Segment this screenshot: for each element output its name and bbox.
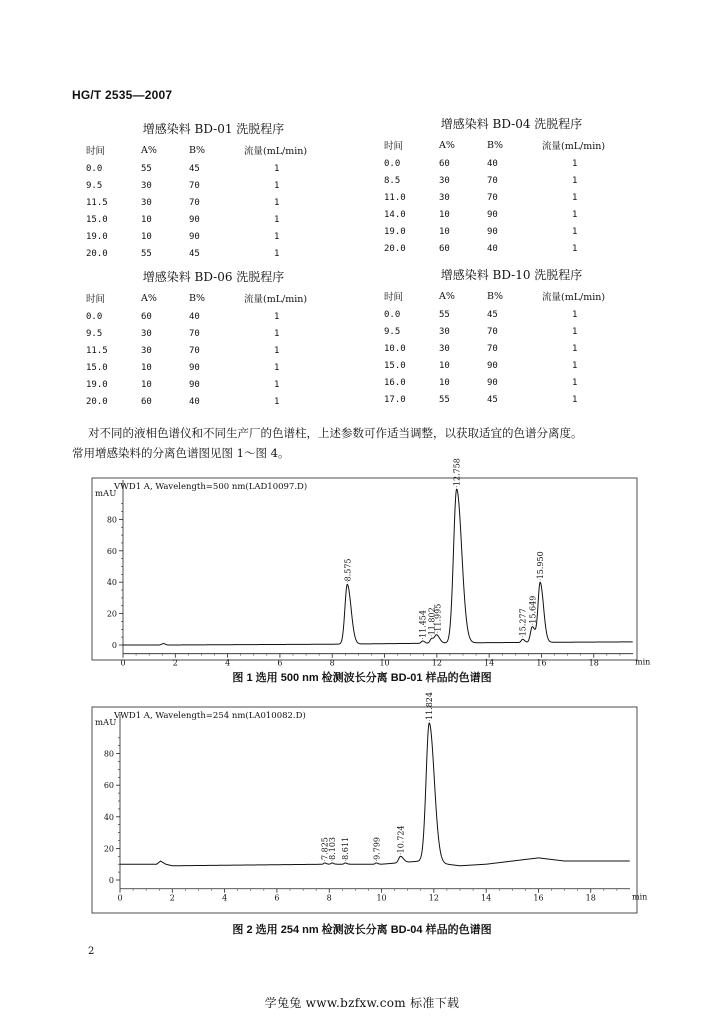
table-row: 19.0 10 90 1 <box>86 379 280 390</box>
table-row: 10.0 30 70 1 <box>384 343 578 354</box>
paragraph-line: 对不同的液相色谱仪和不同生产厂的色谱柱，上述参数可作适当调整，以获取适宜的色谱分离度。 <box>88 426 583 440</box>
x-tick-label: 4 <box>225 658 231 668</box>
chart-frame <box>92 707 637 913</box>
x-tick-label: 2 <box>172 658 178 668</box>
page-number: 2 <box>88 946 95 957</box>
y-tick-label: 0 <box>108 876 114 885</box>
x-tick-label: 2 <box>169 893 175 903</box>
table-row: 8.5 30 70 1 <box>384 175 578 186</box>
peak-label: 12.758 <box>452 458 462 487</box>
peak-label: 8.611 <box>341 836 351 860</box>
x-tick-label: 8 <box>326 893 332 903</box>
peak-label: 11.454 <box>418 610 428 638</box>
table-row: 19.0 10 90 1 <box>384 226 578 237</box>
col-header: 时间 <box>86 294 106 305</box>
x-tick-label: 14 <box>484 658 495 668</box>
col-header: B% <box>487 290 504 302</box>
x-tick-label: 12 <box>428 893 439 903</box>
x-tick-label: 0 <box>120 658 126 668</box>
table-row: 20.0 55 45 1 <box>86 248 280 259</box>
table-row: 17.0 55 45 1 <box>384 394 578 405</box>
table-row: 11.0 30 70 1 <box>384 192 578 203</box>
x-tick-label: 18 <box>585 893 596 903</box>
col-header: A% <box>439 139 455 151</box>
chart-title: VWD1 A, Wavelength=254 nm(LA010082.D) <box>114 711 306 721</box>
col-header: 流量(mL/min) <box>244 146 308 157</box>
x-tick-label: 8 <box>329 658 335 668</box>
table-row: 16.0 10 90 1 <box>384 377 578 388</box>
table-row: 0.0 60 40 1 <box>384 158 578 169</box>
col-header: A% <box>439 290 455 302</box>
x-tick-label: 6 <box>277 658 283 668</box>
peak-label: 11.824 <box>425 692 435 720</box>
y-tick-label: 80 <box>103 749 114 759</box>
chart-frame <box>92 478 637 660</box>
x-tick-label: 0 <box>117 893 123 903</box>
x-tick-label: 16 <box>536 658 547 668</box>
y-tick-label: 60 <box>106 546 117 556</box>
table-row: 9.5 30 70 1 <box>384 326 578 337</box>
col-header: A% <box>141 292 157 304</box>
program-title: 增感染料 BD-01 洗脱程序 <box>142 122 285 136</box>
peak-label: 8.103 <box>327 836 337 860</box>
x-tick-label: 6 <box>274 893 280 903</box>
peak-label: 9.799 <box>372 836 382 860</box>
table-row: 15.0 10 90 1 <box>384 360 578 371</box>
table-row: 0.0 60 40 1 <box>86 311 280 322</box>
y-axis-label: mAU <box>95 489 117 499</box>
peak-label: 15.649 <box>528 595 538 624</box>
y-axis-label: mAU <box>95 718 117 728</box>
table-row: 15.0 10 90 1 <box>86 362 280 373</box>
table-row: 15.0 10 90 1 <box>86 214 280 225</box>
paragraph-line: 常用增感染料的分离色谱图见图 1～图 4。 <box>72 446 290 460</box>
peak-label: 11.995 <box>433 603 443 632</box>
col-header: A% <box>141 144 157 156</box>
col-header: 时间 <box>86 146 106 157</box>
peak-label: 8.575 <box>343 558 353 582</box>
signal-trace <box>123 489 633 645</box>
col-header: 流量(mL/min) <box>244 294 308 305</box>
table-row: 0.0 55 45 1 <box>384 309 578 320</box>
figure-1-caption: 图 1 选用 500 nm 检测波长分离 BD-01 样品的色谱图 <box>232 672 492 684</box>
x-tick-label: 14 <box>481 893 492 903</box>
x-tick-label: 12 <box>431 658 442 668</box>
col-header: B% <box>487 139 504 151</box>
chromatogram-2 <box>92 692 647 913</box>
col-header: 流量(mL/min) <box>542 292 606 303</box>
x-axis-label: min <box>635 657 651 667</box>
program-title: 增感染料 BD-10 洗脱程序 <box>440 268 583 282</box>
y-tick-label: 20 <box>103 844 114 854</box>
x-axis-label: min <box>632 892 648 902</box>
table-row: 9.5 30 70 1 <box>86 328 280 339</box>
x-tick-label: 4 <box>222 893 228 903</box>
table-row: 19.0 10 90 1 <box>86 231 280 242</box>
y-tick-label: 60 <box>103 781 114 791</box>
col-header: 流量(mL/min) <box>542 141 606 152</box>
peak-label: 7.825 <box>320 837 330 860</box>
peak-label: 10.724 <box>396 825 406 854</box>
table-row: 20.0 60 40 1 <box>86 396 280 407</box>
table-row: 20.0 60 40 1 <box>384 243 578 254</box>
col-header: B% <box>189 292 206 304</box>
col-header: 时间 <box>384 141 404 152</box>
col-header: B% <box>189 144 206 156</box>
table-row: 11.5 30 70 1 <box>86 197 280 208</box>
figure-2-caption: 图 2 选用 254 nm 检测波长分离 BD-04 样品的色谱图 <box>232 924 492 936</box>
program-title: 增感染料 BD-06 洗脱程序 <box>142 270 285 284</box>
chart-title: VWD1 A, Wavelength=500 nm(LAD10097.D) <box>114 482 308 492</box>
y-tick-label: 40 <box>103 812 114 822</box>
table-row: 11.5 30 70 1 <box>86 345 280 356</box>
peak-label: 15.277 <box>518 608 528 637</box>
program-title: 增感染料 BD-04 洗脱程序 <box>440 117 583 131</box>
peak-label: 11.802 <box>427 607 437 636</box>
y-tick-label: 0 <box>111 641 117 650</box>
x-tick-label: 10 <box>379 658 390 668</box>
y-tick-label: 80 <box>106 515 117 525</box>
x-tick-label: 18 <box>588 658 599 668</box>
col-header: 时间 <box>384 292 404 303</box>
peak-label: 15.950 <box>536 551 546 580</box>
footer-watermark: 学兔兔 www.bzfxw.com 标准下载 <box>264 996 460 1010</box>
y-tick-label: 20 <box>106 609 117 619</box>
table-row: 9.5 30 70 1 <box>86 180 280 191</box>
y-tick-label: 40 <box>106 578 117 588</box>
x-tick-label: 16 <box>533 893 544 903</box>
chromatogram-1 <box>92 458 650 668</box>
x-tick-label: 10 <box>376 893 387 903</box>
table-row: 14.0 10 90 1 <box>384 209 578 220</box>
standard-code: HG/T 2535—2007 <box>72 88 173 102</box>
table-row: 0.0 55 45 1 <box>86 163 280 174</box>
